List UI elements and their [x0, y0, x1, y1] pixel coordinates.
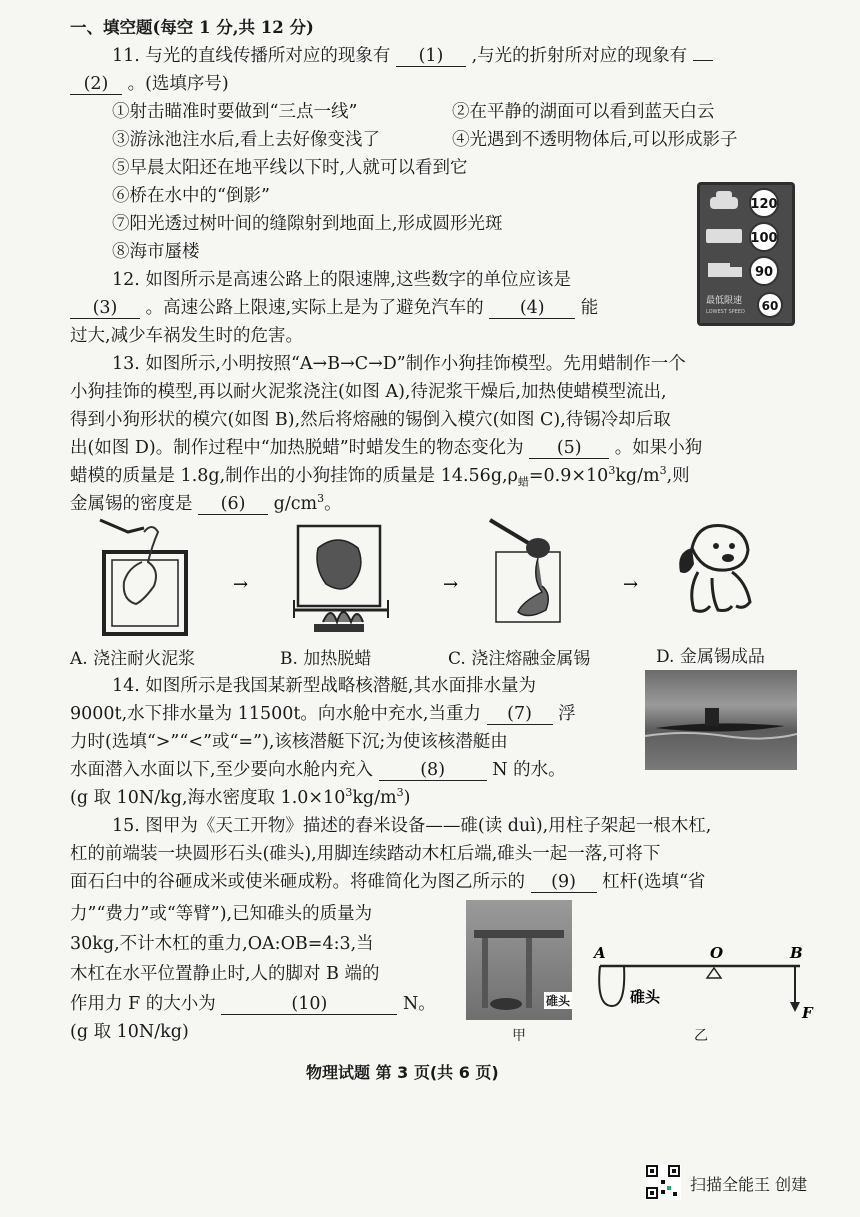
section-header: 一、填空题(每空 1 分,共 12 分) [70, 18, 314, 37]
speed-90: 90 [754, 265, 774, 280]
figure-a [100, 520, 186, 634]
speed-limit-sign [697, 182, 795, 326]
speed-120: 120 [750, 197, 778, 212]
photo-caption-jia: 甲 [512, 1028, 526, 1044]
q15-line1: 15. 图甲为《天工开物》描述的舂米设备——碓(读 duì),用柱子架起一根木杠, [112, 816, 712, 836]
q13-text-5c: kg/m [615, 466, 660, 486]
q15-line2: 杠的前端装一块圆形石头(碓头),用脚连续踏动木杠后端,碓头一起一落,可将下 [70, 844, 661, 864]
q13-text-6a: 金属锡的密度是 [70, 494, 193, 514]
q14-text-4a: 水面潜入水面以下,至少要向水舱内充入 [70, 760, 374, 780]
q15-text-7a: 作用力 F 的大小为 [70, 994, 216, 1014]
q13-line1: 13. 如图所示,小明按照“A→B→C→D”制作小狗挂饰模型。先用蜡制作一个 [112, 354, 686, 374]
q14-text-2b: 浮 [558, 704, 576, 724]
q11-option-4: ④光遇到不透明物体后,可以形成影子 [452, 130, 738, 150]
arrow-b-c: → [443, 574, 459, 595]
q14-line5 [70, 784, 410, 809]
lever-diagram [586, 942, 816, 1022]
answer-blank-6[interactable]: (6) [198, 494, 268, 515]
min-speed-label: 最低限速 [706, 296, 743, 306]
q11-option-7: ⑦阳光透过树叶间的缝隙射到地面上,形成圆形光斑 [112, 214, 503, 234]
answer-blank-2-start[interactable] [693, 60, 713, 61]
arrow-a-b: → [233, 574, 249, 595]
answer-blank-2[interactable]: (2) [70, 74, 122, 95]
arrow-c-d: → [623, 574, 639, 595]
q13-line6 [70, 490, 342, 515]
submarine-icon [645, 670, 797, 770]
answer-blank-7[interactable]: (7) [487, 704, 553, 725]
q14-text-5b: kg/m [352, 788, 397, 808]
q11-line2 [70, 70, 229, 95]
q11-option-5: ⑤早晨太阳还在地平线以下时,人就可以看到它 [112, 158, 468, 178]
caption-a: A. 浇注耐火泥浆 [70, 649, 196, 669]
caption-c: C. 浇注熔融金属锡 [448, 649, 591, 669]
q15-line3 [70, 868, 705, 893]
mold-process-drawing [98, 518, 678, 638]
bus-icon [706, 229, 742, 243]
q13-text-6b: g/cm [273, 494, 318, 514]
answer-blank-8[interactable]: (8) [379, 760, 487, 781]
q15-line8: (g 取 10N/kg) [70, 1022, 189, 1042]
speed-100: 100 [750, 231, 778, 246]
pestle-head [599, 966, 624, 1006]
lever-diagram-graphic [586, 942, 816, 1022]
q11-hint: 。(选填序号) [127, 74, 229, 94]
exp-3e: 3 [396, 786, 404, 800]
q11-text-b: ,与光的折射所对应的现象有 [471, 46, 688, 66]
q13-text-5a: 蜡模的质量是 1.8g,制作出的小狗挂饰的质量是 14.56g,ρ [70, 466, 518, 486]
q11-option-2: ②在平静的湖面可以看到蓝天白云 [452, 102, 715, 122]
caption-b: B. 加热脱蜡 [280, 649, 372, 669]
label-pestle-head: 碓头 [630, 988, 661, 1006]
q14-text-4b: N 的水。 [492, 760, 566, 780]
q14-line3: 力时(选填“>”“<”或“=”),该核潜艇下沉;为使该核潜艇由 [70, 732, 508, 752]
q11-text: 11. 与光的直线传播所对应的现象有 [112, 46, 391, 66]
exp-3: 3 [608, 464, 616, 478]
q15-line7 [70, 990, 436, 1015]
q15-line6: 木杠在水平位置静止时,人的脚对 B 端的 [70, 964, 380, 984]
dog-icon [672, 518, 764, 618]
q13-line5 [70, 462, 690, 490]
rho-subscript: 蜡 [517, 475, 529, 489]
exp-3b: 3 [659, 464, 667, 478]
q13-text-5d: ,则 [666, 466, 690, 486]
q13-line3: 得到小狗形状的模穴(如图 B),然后将熔融的锡倒入模穴(如图 C),待锡冷却后取 [70, 410, 671, 430]
q14-text-5a: (g 取 10N/kg,海水密度取 1.0×10 [70, 788, 346, 808]
figure-b [294, 526, 388, 632]
q14-line2 [70, 700, 576, 725]
figure-c [490, 520, 560, 622]
page-footer: 物理试题 第 3 页(共 6 页) [306, 1063, 499, 1082]
min-speed-label-en: LOWEST SPEED [706, 309, 745, 315]
q12-text-b: 。高速公路上限速,实际上是为了避免汽车的 [145, 298, 484, 318]
label-b: B [790, 944, 803, 962]
truck-icon [708, 263, 730, 277]
answer-blank-10[interactable]: (10) [221, 994, 397, 1015]
q12-line3: 过大,减少车祸发生时的危害。 [70, 326, 304, 346]
q13-text-4b: 。如果小狗 [614, 438, 703, 458]
caption-d: D. 金属锡成品 [656, 647, 765, 667]
label-f: F [802, 1004, 813, 1022]
exp-3d: 3 [345, 786, 353, 800]
label-a: A [594, 944, 606, 962]
q12-line1: 12. 如图所示是高速公路上的限速牌,这些数字的单位应该是 [112, 270, 571, 290]
q12-line2 [70, 294, 598, 319]
answer-blank-4[interactable]: (4) [489, 298, 575, 319]
pestle-label: 碓头 [546, 994, 571, 1008]
pestle-photo [466, 900, 572, 1020]
answer-blank-1[interactable]: (1) [396, 46, 466, 67]
answer-blank-3[interactable]: (3) [70, 298, 140, 319]
q13-text-5b: =0.9×10 [528, 466, 609, 486]
answer-blank-5[interactable]: (5) [529, 438, 609, 459]
speed-sign-graphic [700, 185, 792, 323]
q13-text-6c: 。 [324, 494, 342, 514]
answer-blank-9[interactable]: (9) [531, 872, 597, 893]
q15-text-7b: N。 [402, 994, 436, 1014]
fulcrum-icon [707, 968, 721, 978]
q14-text-5c: ) [403, 788, 411, 808]
q11-option-8: ⑧海市蜃楼 [112, 242, 200, 262]
q14-line4 [70, 756, 566, 781]
figure-d-dog [672, 518, 764, 618]
q13-figures [98, 518, 639, 638]
q11-line1 [112, 42, 713, 67]
q14-line1: 14. 如图所示是我国某新型战略核潜艇,其水面排水量为 [112, 676, 536, 696]
q15-text-3a: 面石臼中的谷砸成米或使米砸成粉。将碓简化为图乙所示的 [70, 872, 525, 892]
q11-option-1: ①射击瞄准时要做到“三点一线” [112, 102, 358, 122]
submarine-photo [645, 670, 797, 770]
q15-text-3b: 杠杆(选填“省 [602, 872, 706, 892]
watermark-text: 扫描全能王 创建 [690, 1175, 808, 1194]
q13-line4 [70, 434, 702, 459]
speed-60: 60 [761, 299, 779, 313]
q12-text-c: 能 [580, 298, 599, 318]
q11-option-3: ③游泳池注水后,看上去好像变浅了 [112, 130, 381, 150]
label-o: O [710, 944, 724, 962]
q13-line2: 小狗挂饰的模型,再以耐火泥浆浇注(如图 A),待泥浆干燥后,加热使蜡模型流出, [70, 382, 667, 402]
q13-text-4a: 出(如图 D)。制作过程中“加热脱蜡”时蜡发生的物态变化为 [70, 438, 524, 458]
q15-line5: 30kg,不计木杠的重力,OA:OB=4:3,当 [70, 934, 374, 954]
q11-option-6: ⑥桥在水中的“倒影” [112, 186, 270, 206]
q14-text-2a: 9000t,水下排水量为 11500t。向水舱中充水,当重力 [70, 704, 481, 724]
q15-line4: 力”“费力”或“等臂”),已知碓头的质量为 [70, 904, 373, 924]
diagram-caption-yi: 乙 [694, 1028, 708, 1044]
qr-code-icon [645, 1164, 681, 1200]
exp-3c: 3 [317, 492, 325, 506]
